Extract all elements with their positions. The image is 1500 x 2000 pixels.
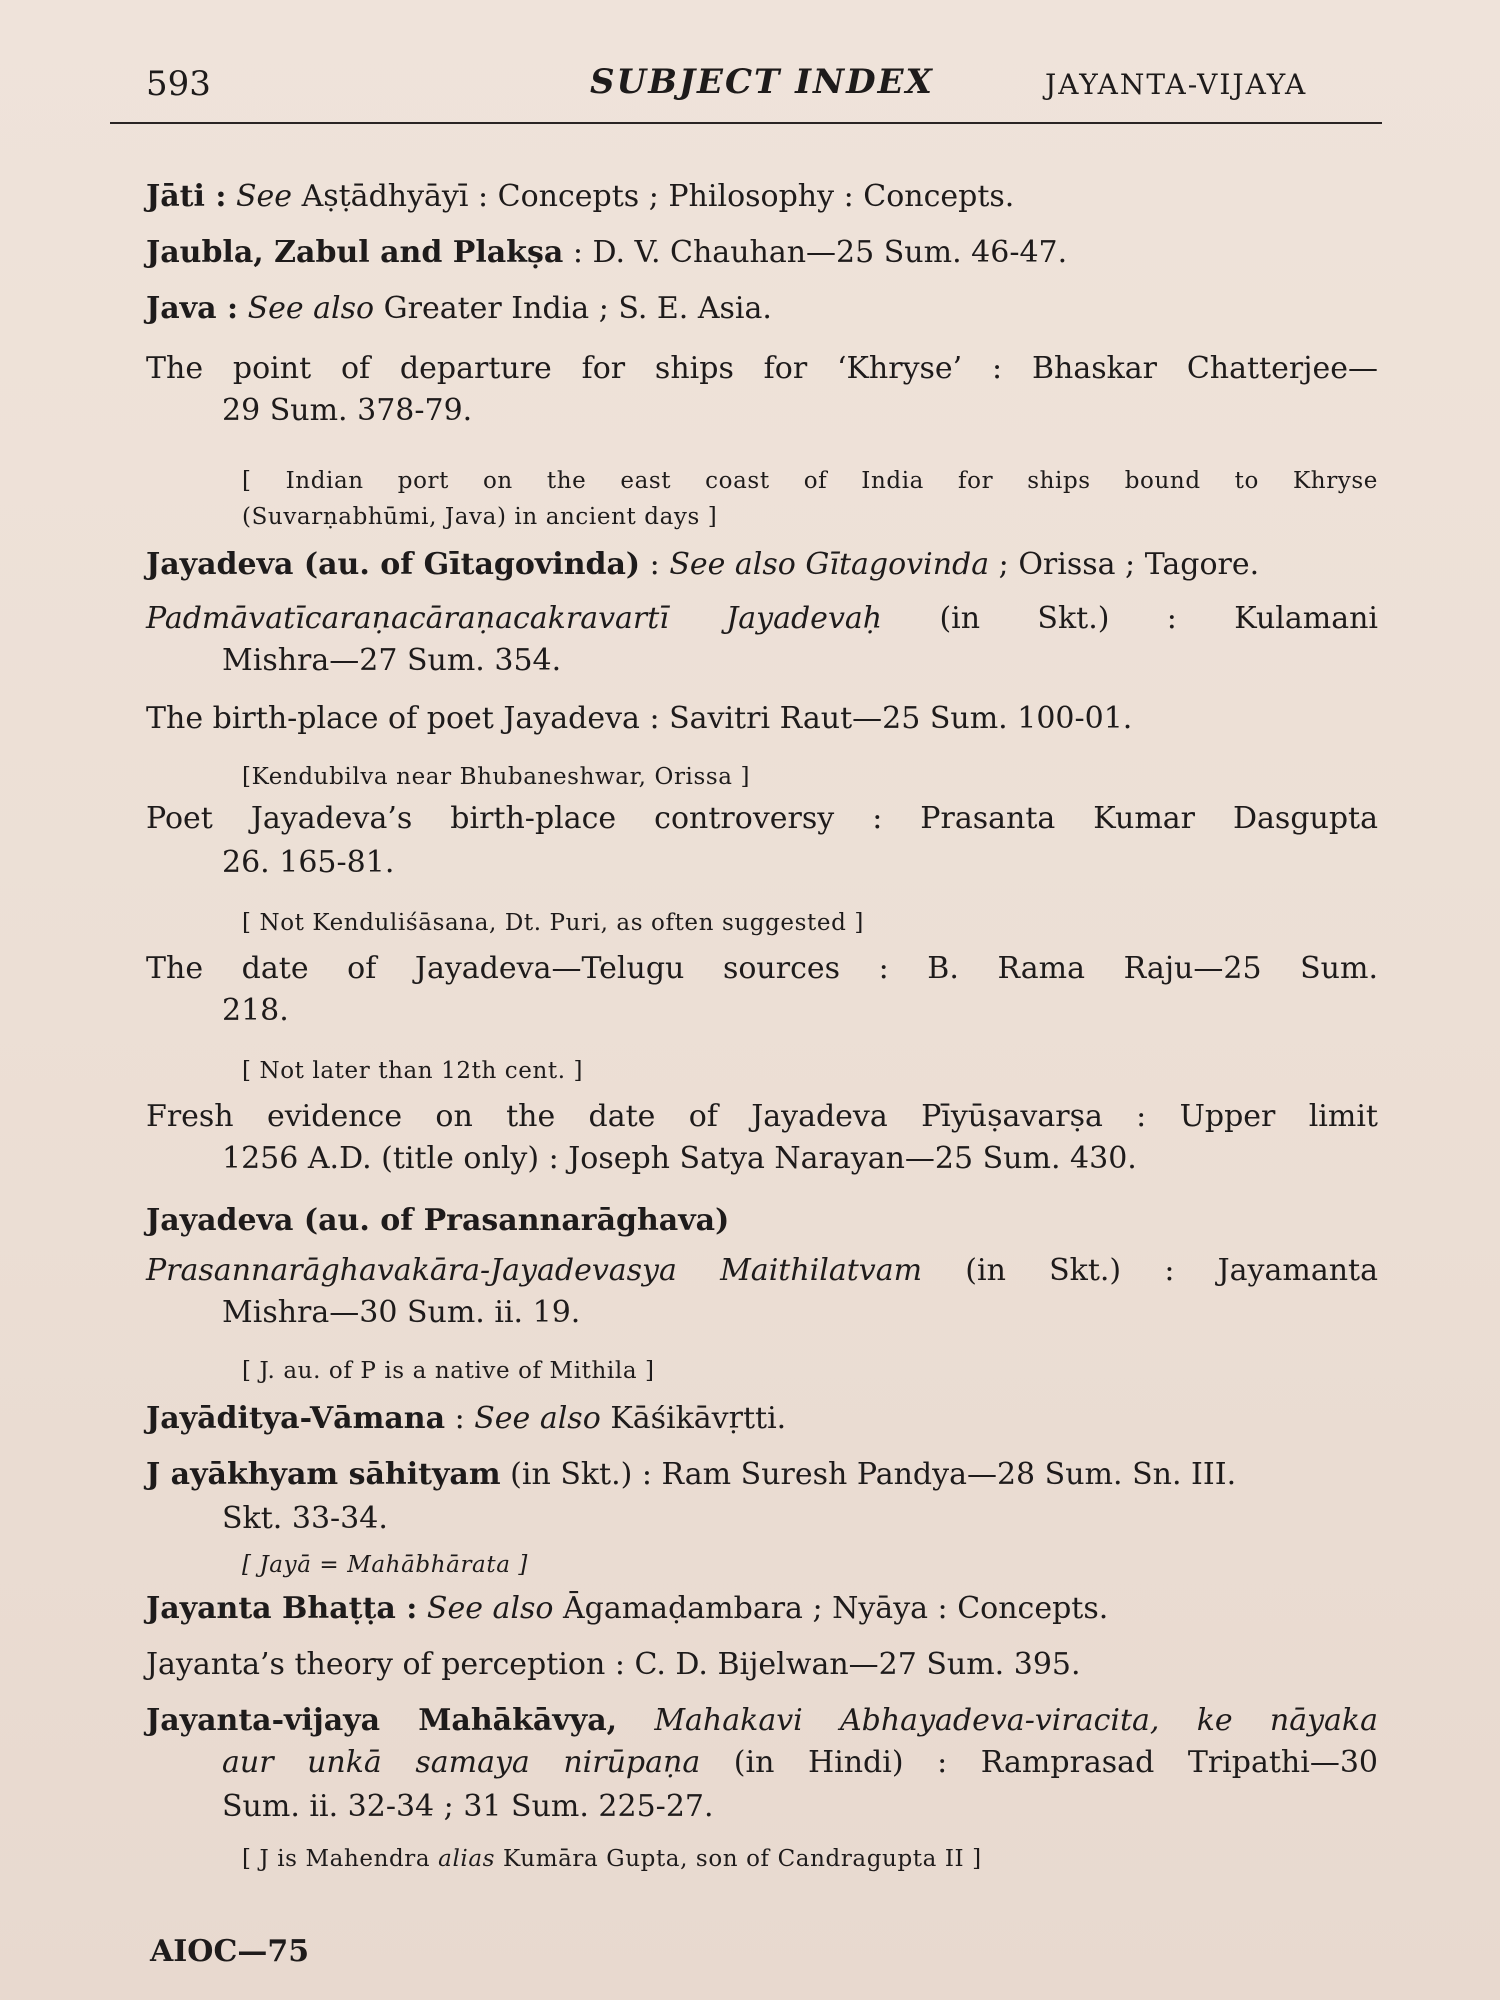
header-rule (110, 122, 1382, 124)
entry-controversy: Poet Jayadeva’s birth-place controversy : Prasanta Kumar Dasgupta (146, 801, 1378, 836)
entry-date-cont: 218. (222, 993, 289, 1028)
entry-java: Java : See also Greater India ; S. E. Asia. (146, 291, 772, 326)
note-birthplace: [Kendubilva near Bhubaneshwar, Orissa ] (242, 764, 751, 790)
entry-jaubla: Jaubla, Zabul and Plakṣa : D. V. Chauhan—25 Sum. 46-47. (146, 235, 1068, 270)
note-controversy: [ Not Kenduliśāsana, Dt. Puri, as often suggested ] (242, 910, 864, 936)
note-prasannaraghava: [ J. au. of P is a native of Mithila ] (242, 1358, 655, 1384)
entry-jayadeva: Jayadeva (au. of Gītagovinda) : See also Gītagovinda ; Orissa ; Tagore. (146, 547, 1260, 582)
entry-jayakhyam-cont: Skt. 33-34. (222, 1501, 388, 1536)
entry-fresh-evidence: Fresh evidence on the date of Jayadeva Pīyūṣavarṣa : Upper limit (146, 1099, 1378, 1134)
entry-prasannaraghava-cont: Mishra—30 Sum. ii. 19. (222, 1295, 581, 1330)
entry-khryse: The point of departure for ships for ‘Khryse’ : Bhaskar Chatterjee— (146, 351, 1378, 386)
note-jayakhyam: [ Jayā = Mahābhārata ] (242, 1552, 528, 1578)
entry-jayanta-vijaya-cont2: Sum. ii. 32-34 ; 31 Sum. 225-27. (222, 1789, 714, 1824)
running-head: JAYANTA-VIJAYA (1045, 68, 1308, 101)
page-header (110, 58, 1380, 118)
entry-controversy-cont: 26. 165-81. (222, 845, 395, 880)
entry-jayanta-theory: Jayanta’s theory of perception : C. D. Bijelwan—27 Sum. 395. (146, 1647, 1081, 1682)
entry-jayaditya-vamana: Jayāditya-Vāmana : See also Kāśikāvṛtti. (146, 1401, 787, 1436)
entry-prasannaraghava: Prasannarāghavakāra-Jayadevasya Maithilatvam (in Skt.) : Jayamanta (146, 1253, 1378, 1288)
entry-jayadeva-prasanna: Jayadeva (au. of Prasannarāghava) (146, 1203, 730, 1238)
entry-fresh-evidence-cont: 1256 A.D. (title only) : Joseph Satya Narayan—25 Sum. 430. (222, 1141, 1137, 1176)
entry-jati: Jāti : See Aṣṭādhyāyī : Concepts ; Philosophy : Concepts. (146, 179, 1015, 214)
entry-khryse-cont: 29 Sum. 378-79. (222, 393, 473, 428)
entry-jayanta-bhatta: Jayanta Bhaṭṭa : See also Āgamaḍambara ; Nyāya : Concepts. (146, 1591, 1109, 1626)
footer-signature: AIOC—75 (150, 1934, 310, 1969)
entry-padmavati-cont: Mishra—27 Sum. 354. (222, 643, 562, 678)
entry-jayanta-vijaya: Jayanta-vijaya Mahākāvya, Mahakavi Abhayadeva-viracita, ke nāyaka (146, 1703, 1378, 1738)
entry-jayakhyam: J ayākhyam sāhityam (in Skt.) : Ram Suresh Pandya—28 Sum. Sn. III. (146, 1457, 1237, 1492)
entry-jayanta-vijaya-cont: aur unkā samaya nirūpaṇa (in Hindi) : Ramprasad Tripathi—30 (222, 1745, 1379, 1780)
page-title: SUBJECT INDEX (590, 62, 934, 102)
note-khryse-cont: (Suvarṇabhūmi, Java) in ancient days ] (242, 504, 718, 530)
note-date: [ Not later than 12th cent. ] (242, 1058, 584, 1084)
note-khryse: [ Indian port on the east coast of India for ships bound to Khryse (242, 468, 1378, 494)
entry-date: The date of Jayadeva—Telugu sources : B. Rama Raju—25 Sum. (146, 951, 1378, 986)
note-jayanta-vijaya: [ J is Mahendra alias Kumāra Gupta, son of Candragupta II ] (242, 1846, 982, 1872)
entry-birthplace: The birth-place of poet Jayadeva : Savitri Raut—25 Sum. 100-01. (146, 701, 1133, 736)
page-number: 593 (146, 64, 211, 104)
entry-padmavati: Padmāvatīcaraṇacāraṇacakravartī Jayadevaḥ (in Skt.) : Kulamani (146, 601, 1379, 636)
